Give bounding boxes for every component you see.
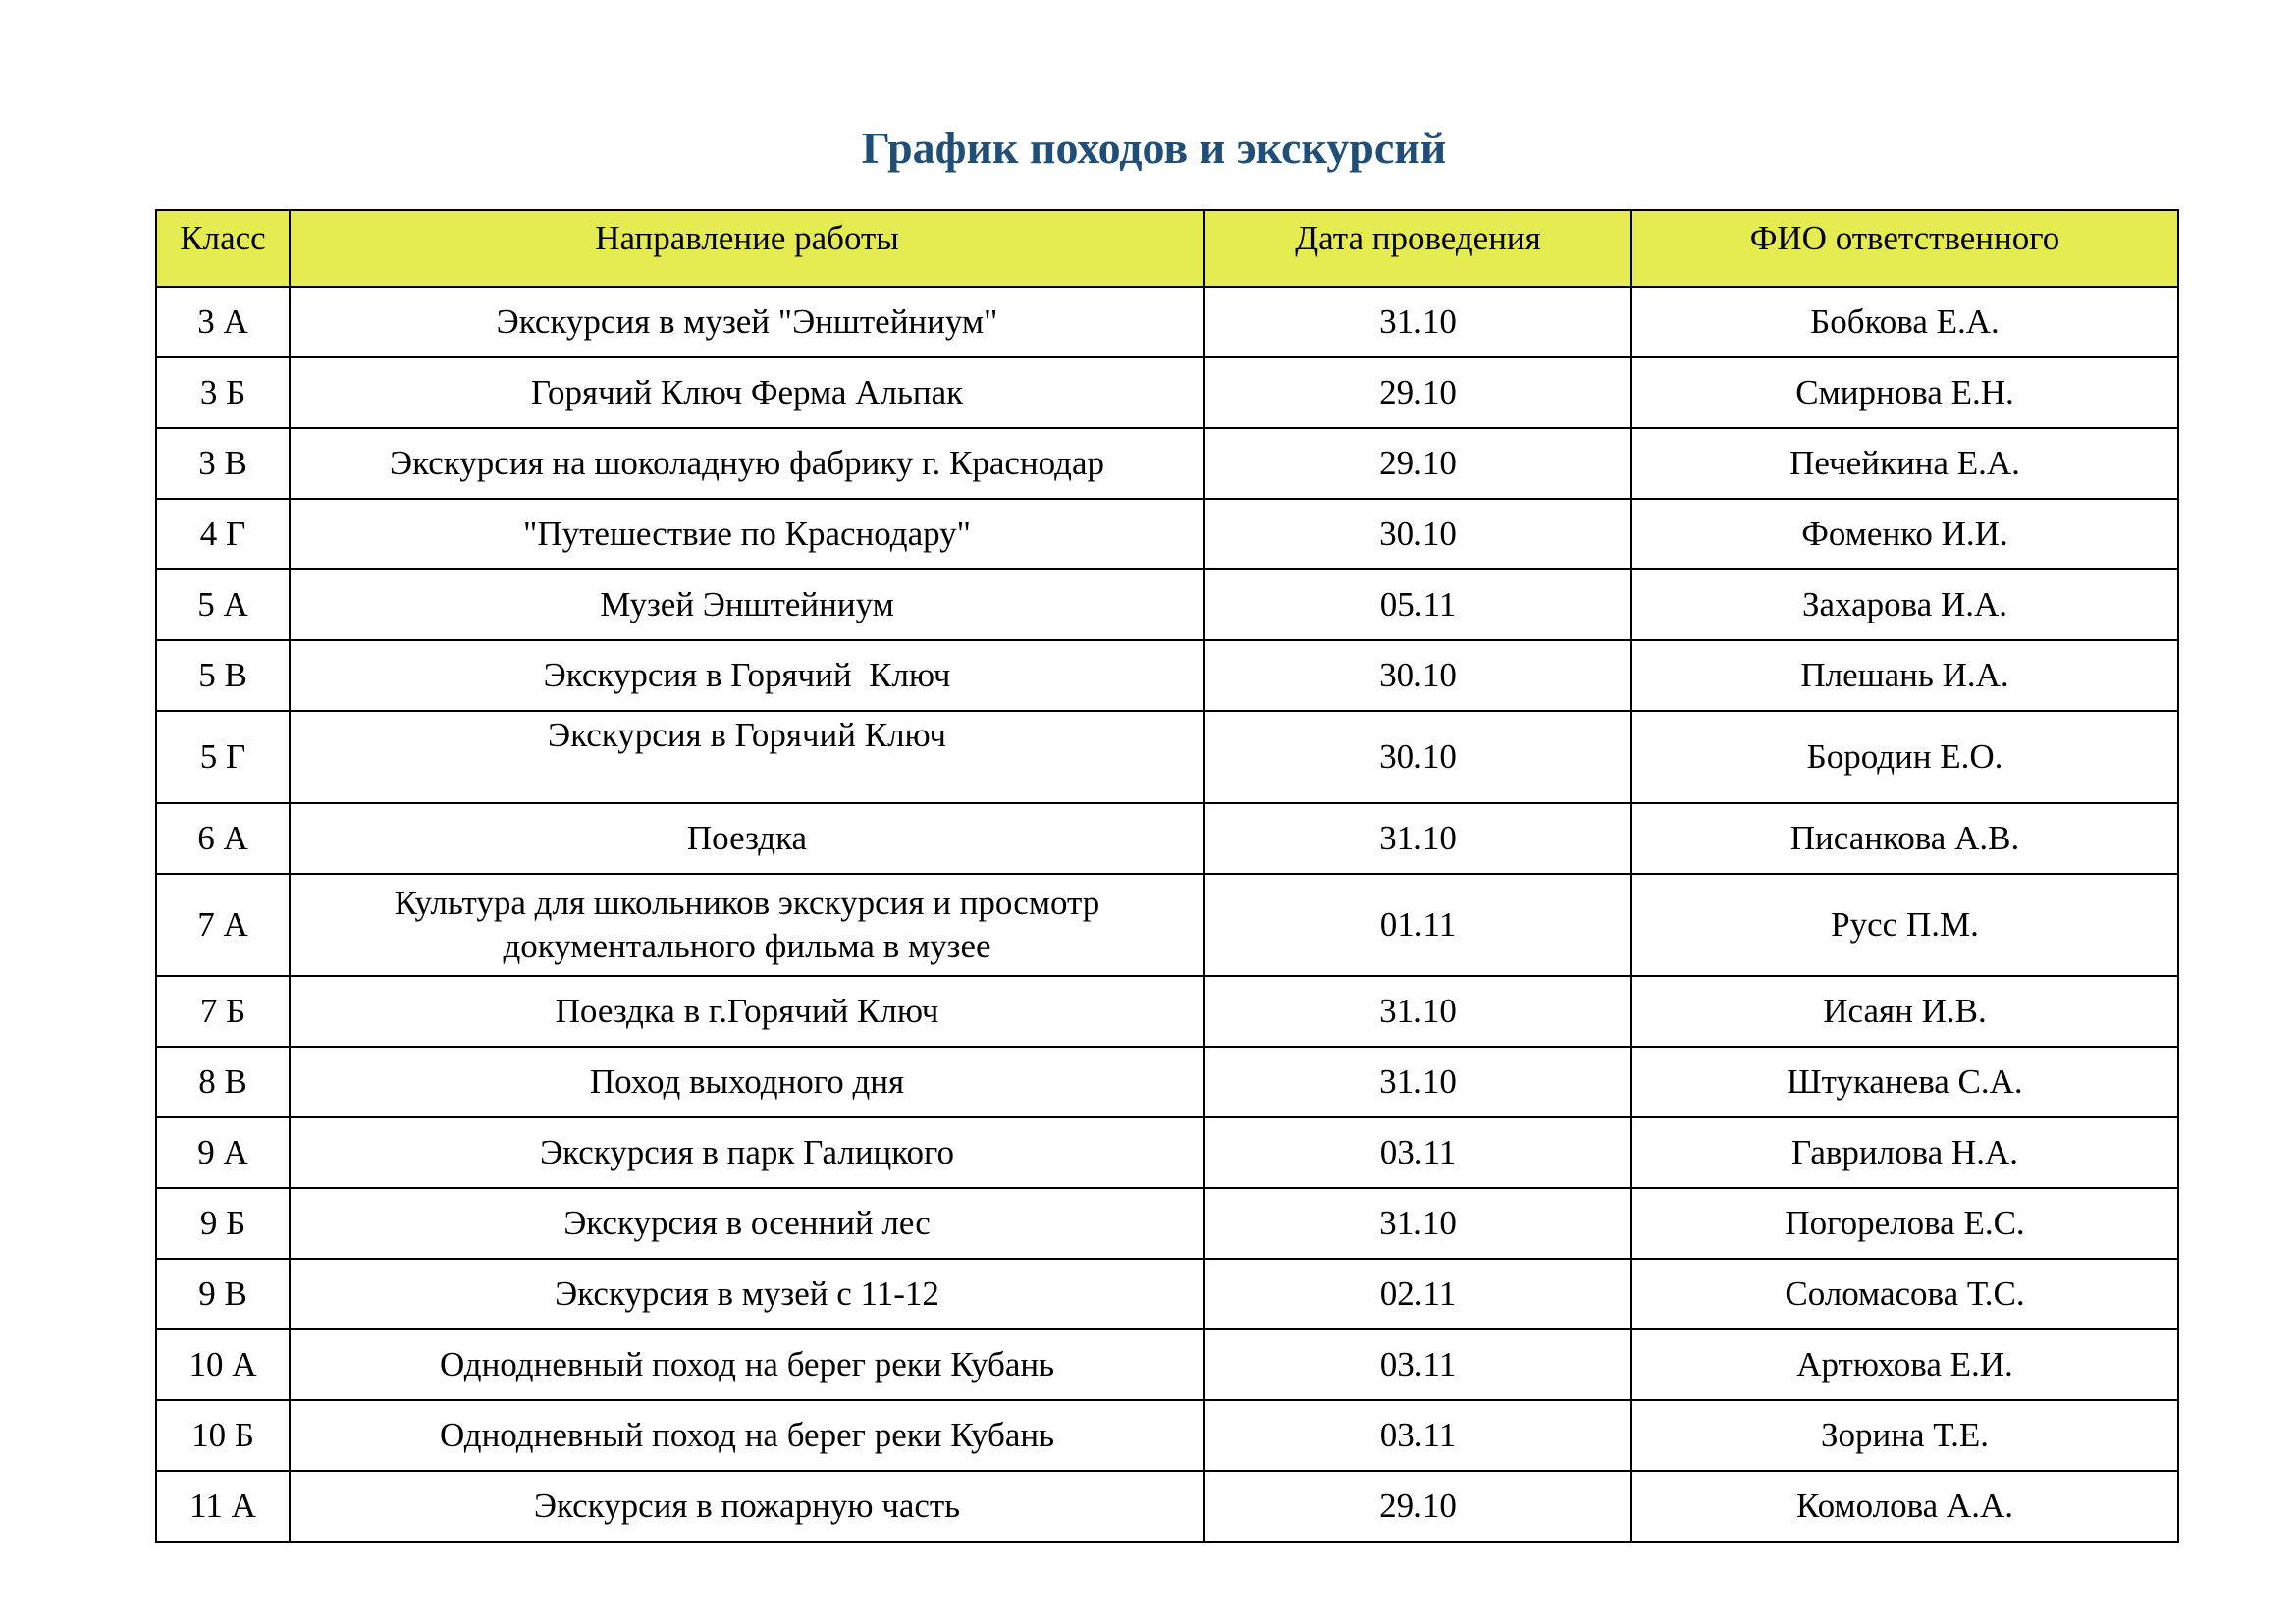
- cell-date: 30.10: [1204, 499, 1631, 569]
- cell-direction: Поездка в г.Горячий Ключ: [290, 976, 1204, 1047]
- cell-class: 4 Г: [156, 499, 290, 569]
- cell-responsible: Фоменко И.И.: [1631, 499, 2178, 569]
- cell-date: 03.11: [1204, 1400, 1631, 1471]
- cell-direction: Однодневный поход на берег реки Кубань: [290, 1400, 1204, 1471]
- cell-class: 9 В: [156, 1259, 290, 1329]
- cell-direction: Культура для школьников экскурсия и просмотр документального фильма в музее: [290, 874, 1204, 976]
- cell-date: 29.10: [1204, 1471, 1631, 1542]
- table-row: [156, 569, 2178, 640]
- cell-class: 5 Г: [156, 711, 290, 803]
- cell-date: 01.11: [1204, 874, 1631, 976]
- table-row: [156, 287, 2178, 357]
- cell-class: 3 А: [156, 287, 290, 357]
- cell-direction: Экскурсия в Горячий Ключ: [290, 711, 1204, 803]
- header-direction: Направление работы: [290, 210, 1204, 287]
- cell-class: 6 А: [156, 803, 290, 874]
- table-row: [156, 1259, 2178, 1329]
- cell-direction: Экскурсия в музей "Энштейниум": [290, 287, 1204, 357]
- header-class: Класс: [156, 210, 290, 287]
- cell-responsible: Печейкина Е.А.: [1631, 428, 2178, 499]
- cell-direction: "Путешествие по Краснодару": [290, 499, 1204, 569]
- cell-class: 9 Б: [156, 1188, 290, 1259]
- cell-class: 10 Б: [156, 1400, 290, 1471]
- cell-class: 7 Б: [156, 976, 290, 1047]
- cell-responsible: Исаян И.В.: [1631, 976, 2178, 1047]
- cell-responsible: Бородин Е.О.: [1631, 711, 2178, 803]
- cell-date: 05.11: [1204, 569, 1631, 640]
- schedule-table: [155, 209, 2179, 1543]
- cell-date: 30.10: [1204, 711, 1631, 803]
- cell-responsible: Штуканева С.А.: [1631, 1047, 2178, 1117]
- cell-direction: Экскурсия в музей с 11-12: [290, 1259, 1204, 1329]
- cell-responsible: Захарова И.А.: [1631, 569, 2178, 640]
- table-row: [156, 1117, 2178, 1188]
- cell-date: 31.10: [1204, 1047, 1631, 1117]
- table-row: [156, 357, 2178, 428]
- table-row: [156, 640, 2178, 711]
- cell-class: 10 А: [156, 1329, 290, 1400]
- table-row: [156, 803, 2178, 874]
- cell-direction: Поездка: [290, 803, 1204, 874]
- cell-responsible: Плешань И.А.: [1631, 640, 2178, 711]
- table-row: [156, 1329, 2178, 1400]
- cell-responsible: Писанкова А.В.: [1631, 803, 2178, 874]
- table-row: [156, 711, 2178, 803]
- cell-direction: Экскурсия в Горячий Ключ: [290, 640, 1204, 711]
- header-responsible: ФИО ответственного: [1631, 210, 2178, 287]
- table-row: [156, 1400, 2178, 1471]
- cell-date: 29.10: [1204, 428, 1631, 499]
- cell-class: 5 А: [156, 569, 290, 640]
- cell-date: 31.10: [1204, 287, 1631, 357]
- cell-direction: Однодневный поход на берег реки Кубань: [290, 1329, 1204, 1400]
- cell-direction: Экскурсия на шоколадную фабрику г. Краснодар: [290, 428, 1204, 499]
- cell-direction: Экскурсия в осенний лес: [290, 1188, 1204, 1259]
- cell-class: 9 А: [156, 1117, 290, 1188]
- cell-date: 03.11: [1204, 1117, 1631, 1188]
- cell-direction: Экскурсия в пожарную часть: [290, 1471, 1204, 1542]
- cell-date: 29.10: [1204, 357, 1631, 428]
- cell-direction: Горячий Ключ Ферма Альпак: [290, 357, 1204, 428]
- cell-responsible: Бобкова Е.А.: [1631, 287, 2178, 357]
- cell-direction: Музей Энштейниум: [290, 569, 1204, 640]
- table-row: [156, 499, 2178, 569]
- cell-responsible: Гаврилова Н.А.: [1631, 1117, 2178, 1188]
- page-title: График походов и экскурсий: [861, 123, 1447, 173]
- cell-responsible: Комолова А.А.: [1631, 1471, 2178, 1542]
- cell-date: 31.10: [1204, 803, 1631, 874]
- cell-direction: Экскурсия в парк Галицкого: [290, 1117, 1204, 1188]
- cell-responsible: Погорелова Е.С.: [1631, 1188, 2178, 1259]
- table-row: [156, 428, 2178, 499]
- cell-responsible: Русс П.М.: [1631, 874, 2178, 976]
- cell-class: 3 Б: [156, 357, 290, 428]
- cell-date: 03.11: [1204, 1329, 1631, 1400]
- cell-date: 02.11: [1204, 1259, 1631, 1329]
- table-row: [156, 976, 2178, 1047]
- cell-date: 31.10: [1204, 1188, 1631, 1259]
- header-date: Дата проведения: [1204, 210, 1631, 287]
- cell-responsible: Зорина Т.Е.: [1631, 1400, 2178, 1471]
- cell-responsible: Смирнова Е.Н.: [1631, 357, 2178, 428]
- cell-class: 5 В: [156, 640, 290, 711]
- cell-responsible: Соломасова Т.С.: [1631, 1259, 2178, 1329]
- cell-responsible: Артюхова Е.И.: [1631, 1329, 2178, 1400]
- cell-class: 11 А: [156, 1471, 290, 1542]
- cell-direction: Поход выходного дня: [290, 1047, 1204, 1117]
- cell-class: 8 В: [156, 1047, 290, 1117]
- cell-class: 3 В: [156, 428, 290, 499]
- table-row: [156, 1188, 2178, 1259]
- table-row: [156, 874, 2178, 976]
- table-row: [156, 1047, 2178, 1117]
- table-row: [156, 1471, 2178, 1542]
- table-header-row: [156, 210, 2178, 287]
- cell-class: 7 А: [156, 874, 290, 976]
- cell-date: 31.10: [1204, 976, 1631, 1047]
- cell-date: 30.10: [1204, 640, 1631, 711]
